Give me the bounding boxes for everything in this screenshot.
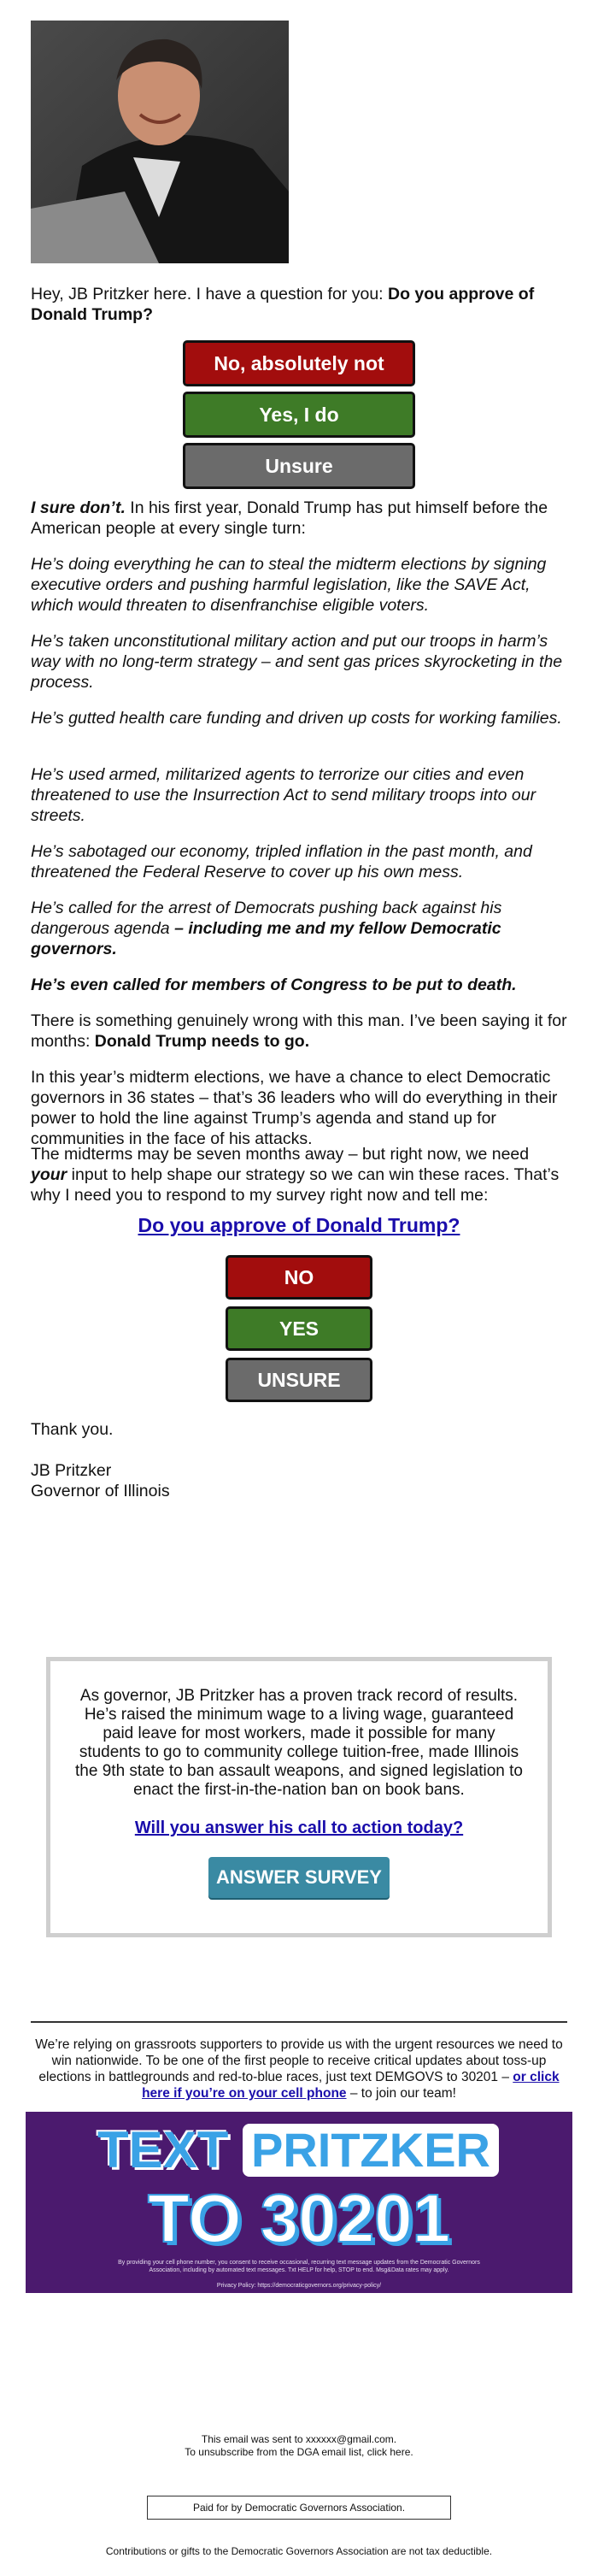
- point-death: He’s even called for members of Congress to be put to death.: [31, 976, 517, 994]
- paid-for-box: [147, 2496, 451, 2520]
- banner-fine-print: By providing your cell phone number, you consent to receive occasional, recurring text message updates from the Democratic Governors Association, including by automated text messages. Txt HELP for help, STOP to end. Msg&Data rates may apply.: [118, 2260, 480, 2273]
- point-military-action: He’s taken unconstitutional military action and put our troops in harm’s way with no long-term strategy – and sent gas prices skyrocketing in the process.: [31, 632, 563, 692]
- unsubscribe-text[interactable]: To unsubscribe from the DGA email list, click here.: [185, 2446, 413, 2458]
- greeting: Hey, JB Pritzker here. I have a question for you: Do you approve of Donald Trump?: [31, 285, 535, 324]
- divider: [31, 2021, 567, 2023]
- banner-privacy: Privacy Policy: https://democraticgovernors.org/privacy-policy/: [216, 2283, 382, 2289]
- answer-survey-button[interactable]: ANSWER SURVEY: [208, 1857, 390, 1898]
- question-link[interactable]: Do you approve of Donald Trump?: [138, 1214, 460, 1236]
- portrait-illustration: [31, 21, 289, 263]
- callout-text: As governor, JB Pritzker has a proven track record of results. He’s raised the minimum wage to a living wage, guaranteed paid leave for most workers, made it possible for many students to go to community college tuition-free, made Illinois the 9th state to ban assault weapons, and signed legislation to enact the first-in-the-nation ban on book bans.: [75, 1687, 523, 1799]
- paid-for-text: Paid for by Democratic Governors Association.: [192, 2502, 406, 2514]
- point-economy: He’s sabotaged our economy, tripled inflation in the past month, and threatened the Federal Reserve to cover up his own mess.: [31, 842, 532, 881]
- unsure-button-bottom[interactable]: UNSURE: [226, 1358, 372, 1402]
- text-pritzker-banner[interactable]: [26, 2112, 572, 2293]
- yes-i-do-button[interactable]: Yes, I do: [183, 392, 415, 438]
- signer-name: JB Pritzker: [31, 1461, 112, 1480]
- banner-text-word: TEXT: [97, 2121, 229, 2178]
- pritzker-photo: [31, 21, 289, 263]
- thanks: Thank you.: [31, 1420, 114, 1439]
- tax-disclaimer: Contributions or gifts to the Democratic Governors Association are not tax deductible.: [105, 2545, 493, 2557]
- point-steal-elections: He’s doing everything he can to steal the midterm elections by signing executive orders and pushing harmful legislation, like the SAVE Act, which would threaten to disenfranchise eligible voters.: [31, 555, 547, 615]
- banner-to-30201: TO 30201: [147, 2180, 451, 2256]
- unsure-button[interactable]: Unsure: [183, 443, 415, 489]
- point-arrest: He’s called for the arrest of Democrats pushing back against his dangerous agenda – including me and my fellow Democratic governors.: [31, 899, 502, 958]
- point-health-care: He’s gutted health care funding and driven up costs for working families.: [31, 709, 562, 728]
- call-to-action-link[interactable]: Will you answer his call to action today?: [134, 1819, 464, 1837]
- sms-paragraph: We’re relying on grassroots supporters to provide us with the urgent resources we need to win nationwide. To be one of the first people to receive critical updates about toss-up elections in battlegrounds and red-to-blue races, just text DEMGOVS to 30201 – or click here if you’re on your cell phone – to join our team!: [35, 2037, 563, 2101]
- away-paragraph: The midterms may be seven months away – but right now, we need your input to help shape our strategy so we can win these races. That’s why I need you to respond to my survey right now and tell me:: [31, 1145, 560, 1205]
- banner-pritzker-word: PRITZKER: [243, 2124, 499, 2177]
- midterm-paragraph: In this year’s midterm elections, we have a chance to elect Democratic governors in 36 states – that’s 36 leaders who will do everything in their power to hold the line against Trump’s agenda and stand up for communities in the face of his attacks.: [31, 1068, 558, 1148]
- signer-title: Governor of Illinois: [31, 1482, 170, 1500]
- callout-box: [46, 1657, 552, 1937]
- yes-button[interactable]: YES: [226, 1306, 372, 1351]
- cell-phone-link[interactable]: or click here if you’re on your cell phone: [142, 2070, 560, 2101]
- point-militarized-agents: He’s used armed, militarized agents to terrorize our cities and even threatened to use the Insurrection Act to send military troops into our streets.: [31, 765, 536, 825]
- no-button[interactable]: NO: [226, 1255, 372, 1300]
- wrong-paragraph: There is something genuinely wrong with this man. I’ve been saying it for months: Donald Trump needs to go.: [31, 1011, 567, 1051]
- lead-paragraph: I sure don’t. In his first year, Donald Trump has put himself before the American people at every single turn:: [31, 498, 548, 538]
- sent-to-text: This email was sent to xxxxxx@gmail.com.: [201, 2433, 397, 2445]
- no-absolutely-not-button[interactable]: No, absolutely not: [183, 340, 415, 386]
